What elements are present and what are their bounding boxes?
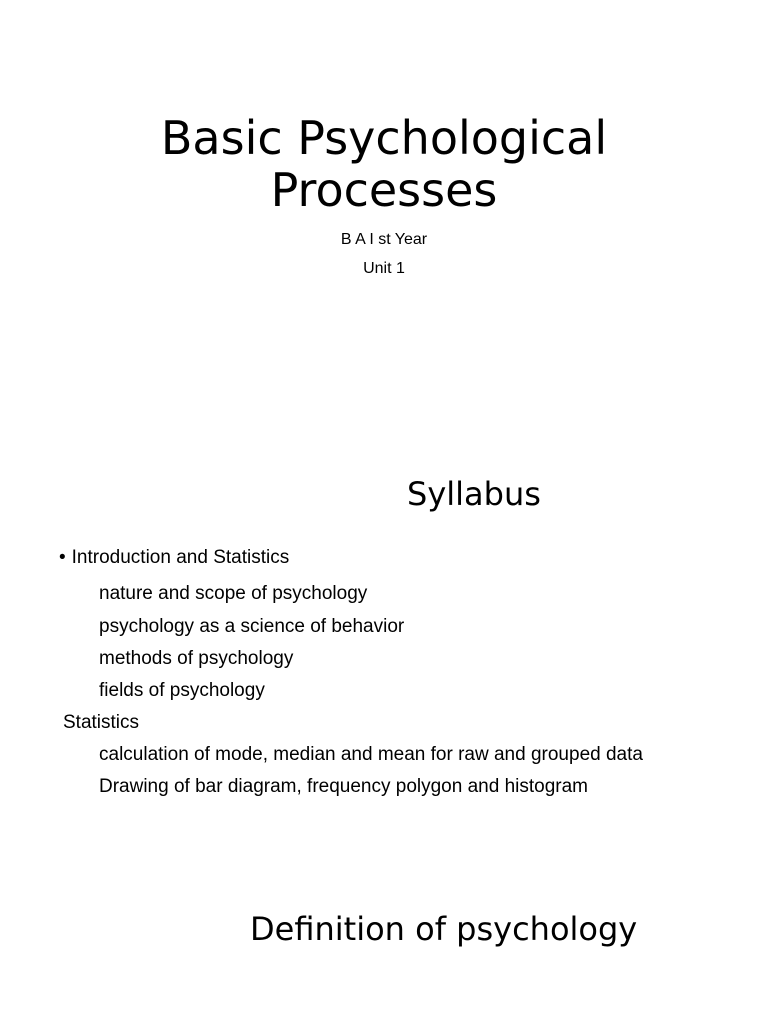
syllabus-heading: Syllabus	[407, 475, 541, 513]
title-line-2: Processes	[270, 163, 498, 217]
list-item: fields of psychology	[99, 680, 265, 701]
list-item: Statistics	[63, 712, 140, 733]
slide-title	[0, 112, 768, 216]
bullet-icon: •	[59, 547, 66, 568]
definition-heading: Definition of psychology	[250, 910, 638, 948]
list-item: Drawing of bar diagram, frequency polygon and histogram	[99, 776, 588, 797]
subtitle-year: B A I st Year	[340, 231, 428, 248]
list-item	[59, 546, 289, 570]
list-item: psychology as a science of behavior	[99, 616, 405, 637]
title-line-1: Basic Psychological	[160, 111, 608, 165]
list-item: methods of psychology	[99, 648, 294, 669]
list-item-text: Introduction and Statistics	[71, 547, 290, 568]
list-item: calculation of mode, median and mean for raw and grouped data	[99, 744, 643, 765]
subtitle-unit: Unit 1	[363, 260, 405, 277]
list-item: nature and scope of psychology	[99, 583, 368, 604]
